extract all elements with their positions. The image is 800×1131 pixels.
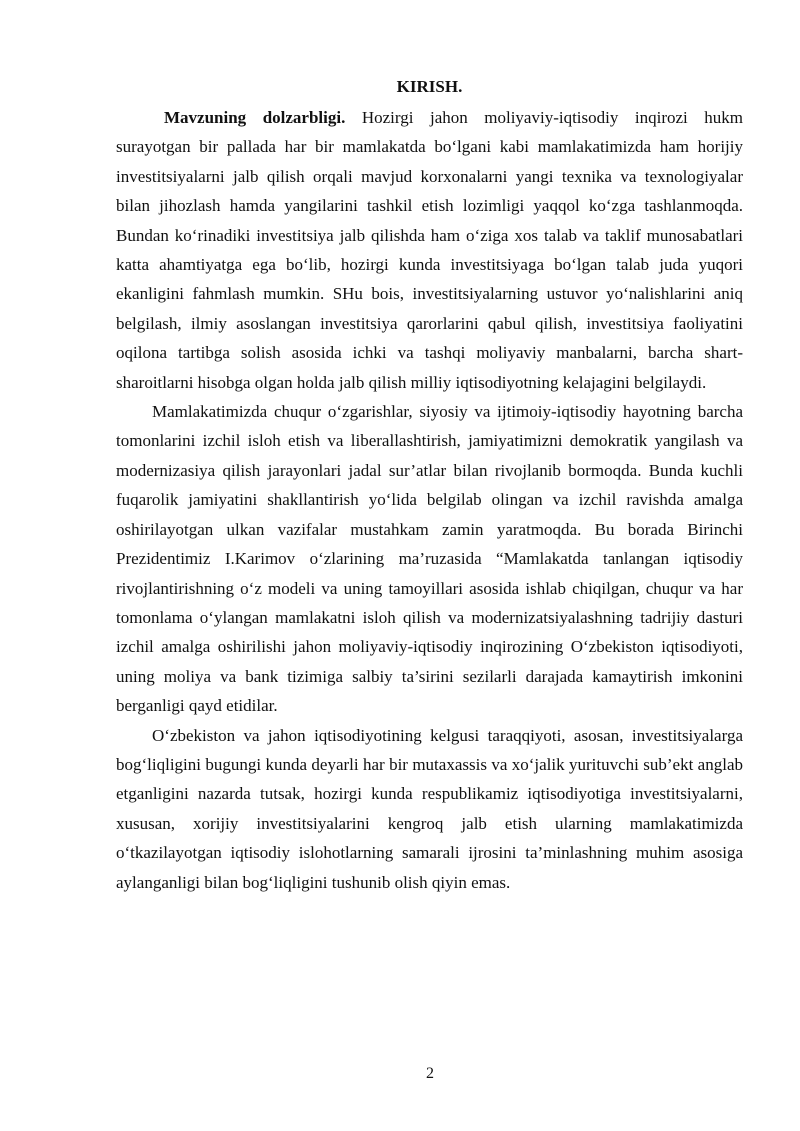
paragraph-reforms	[116, 397, 743, 720]
page-number: 2	[426, 1065, 434, 1082]
paragraph-lead-heading: Mavzuning dolzarbligi.	[164, 108, 346, 127]
paragraph-investments	[116, 721, 743, 897]
paragraph-relevance	[116, 103, 743, 397]
paragraph-text: O‘zbekiston va jahon iqtisodiyotining kelgusi taraqqiyoti, asosan, investitsiyalarga bog‘liqligini bugungi kunda deyarli har bir mutaxassis va xo‘jalik yurituvchi sub’ekt anglab etganligini nazarda tutsak, hozirgi kunda respublikamiz iqtisodiyotiga investitsiyalarni, xususan, xorijiy investitsiyalarini kengroq jalb etish ularning mamlakatimizda o‘tkazilayotgan iqtisodiy islohotlarning samarali ijrosini ta’minlashning muhim asosiga aylanganligi bilan bog‘liqligini tushunib olish qiyin emas.	[116, 725, 743, 892]
paragraph-text: Mamlakatimizda chuqur o‘zgarishlar, siyosiy va ijtimoiy-iqtisodiy hayotning barcha tomonlarini izchil isloh etish va liberallashtirish, jamiyatimizni demokratik yangilash va modernizasiya qilish jarayonlari jadal sur’atlar bilan rivojlanib bormoqda. Bunda kuchli fuqarolik jamiyatini shakllantirish yo‘lida belgilab olingan va izchil ravishda amalga oshirilayotgan ulkan vazifalar mustahkam zamin yaratmoqda. Bu borada Birinchi Prezidentimiz I.Karimov o‘zlarining ma’ruzasida “Mamlakatda tanlangan iqtisodiy rivojlantirishning o‘z modeli va uning tamoyillari asosida ishlab chiqilgan, chuqur va har tomonlama o‘ylangan mamlakatni isloh qilish va modernizatsiyalashning tadrijiy dasturi izchil amalga oshirilishi jahon moliyaviy-iqtisodiy inqirozining O‘zbekiston iqtisodiyoti, uning moliya va bank tizimiga salbiy ta’sirini sezilarli darajada kamaytirish imkonini berganligi qayd etidilar.	[116, 402, 743, 716]
paragraph-text: Hozirgi jahon moliyaviy-iqtisodiy inqirozi hukm surayotgan bir pallada har bir mamlakatda bo‘lgani kabi mamlakatimizda ham horijiy investitsiyalarni jalb qilish orqali mavjud korxonalarni yangi texnika va texnologiyalar bilan jihozlash hamda yangilarini tashkil etish lozimligi yaqqol ko‘zga tashlanmoqda. Bundan ko‘rinadiki investitsiya jalb qilishda ham o‘ziga xos talab va taklif munosabatlari katta ahamtiyatga ega bo‘lib, hozirgi kunda investitsiyaga bo‘lgan talab juda yuqori ekanligini fahmlash mumkin. SHu bois, investitsiyalarning ustuvor yo‘nalishlarini aniq belgilash, ilmiy asoslangan investitsiya qarorlarini qabul qilish, investitsiya faoliyatini oqilona tartibga solish asosida ichki va tashqi moliyaviy manbalarni, barcha shart-sharoitlarni hisobga olgan holda jalb qilish milliy iqtisodiyotning kelajagini belgilaydi.	[116, 108, 743, 392]
section-title: KIRISH.	[396, 77, 463, 96]
document-page	[116, 72, 743, 897]
